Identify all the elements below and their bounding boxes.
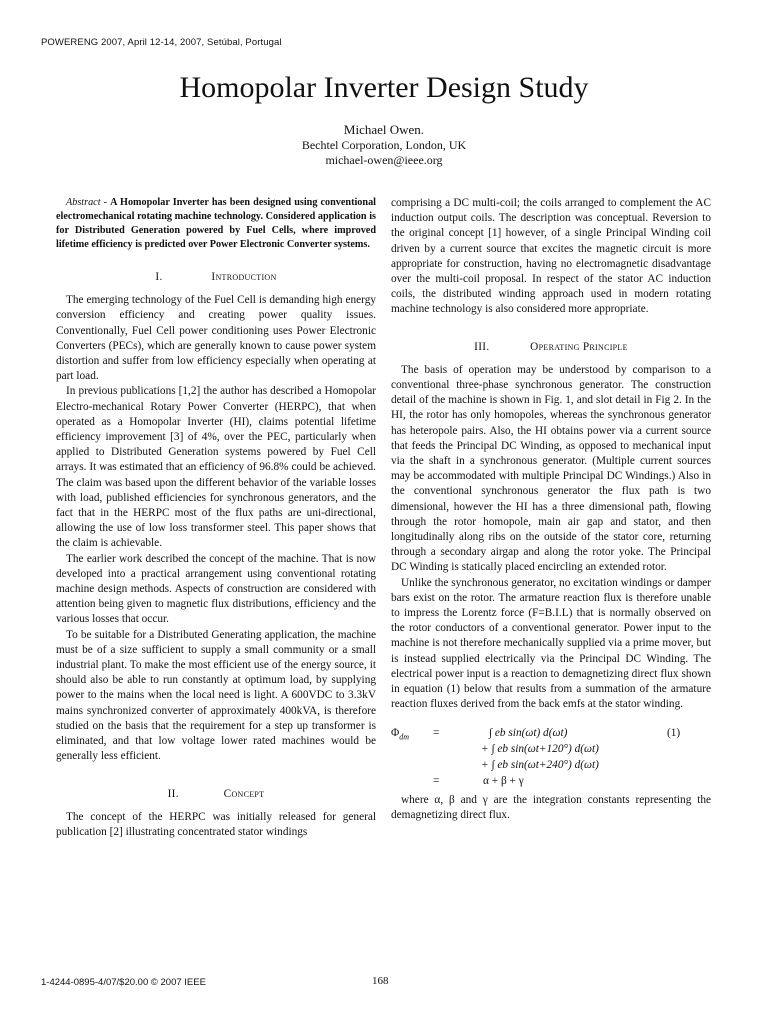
paragraph: Unlike the synchronous generator, no excitation windings or damper bars exist on the rotor. The armature reaction flux is therefore unable to impress the Lorentz force (F=B.I.L) that is normally observed on the rotor conductors of a conventional generator. Power input to the machine is not therefore mechanically supplied via a prime mover, but is instead supplied electrically via the Principal DC Winding. The electrical power input is a reaction to demagnetizing direct flux shown in equation (1) below that results from a summation of the armature reaction fluxes derived from the back emfs at the stator winding.: [391, 576, 711, 711]
section-title: Operating Principle: [530, 340, 628, 353]
equation-number: (1): [667, 726, 681, 739]
abstract: [56, 196, 376, 252]
conference-header: POWERENG 2007, April 12-14, 2007, Setúbal, Portugal: [41, 37, 282, 48]
abstract-dash: -: [100, 197, 111, 208]
section-number: II.: [167, 787, 179, 800]
abstract-label: Abstract: [66, 197, 101, 208]
equation-term: + ∫ eb sin(ωt+240°) d(ωt): [481, 758, 599, 771]
copyright-footer: 1-4244-0895-4/07/$20.00 © 2007 IEEE: [41, 977, 206, 988]
section-heading-concept: [56, 787, 376, 802]
section-heading-introduction: [56, 270, 376, 285]
equation-equals: =: [433, 726, 440, 739]
paragraph: where α, β and γ are the integration constants representing the demagnetizing direct flux.: [391, 793, 711, 821]
paragraph: The concept of the HERPC was initially released for general publication [2] illustrating concentrated stator windings: [56, 810, 376, 838]
section-number: III.: [474, 340, 490, 353]
paragraph: To be suitable for a Distributed Generating application, the machine must be of a size sufficient to supply a small community or a small industrial plant. To make the most efficient use of the energy source, it should also be able to run constantly at optimum load, by supplying power to the mains when the local need is light. A 600VDC to 3.3kV mains synchronized converter of approximately 400kVA, is therefore studied on the basis that the requirement for a step up transformer is eliminated, and that low voltage lower rated machines would be generally less efficient.: [56, 628, 376, 763]
equation-term: + ∫ eb sin(ωt+120°) d(ωt): [481, 742, 599, 755]
equation-equals: =: [433, 774, 440, 787]
left-column: [56, 196, 376, 840]
section-number: I.: [155, 271, 163, 283]
section-title: Introduction: [211, 271, 277, 283]
author-affiliation: Bechtel Corporation, London, UK: [301, 138, 467, 152]
paragraph: The basis of operation may be understood by comparison to a conventional three-phase synchronous generator. The construction detail of the machine is shown in Fig. 1, and slot detail in Fig 2. In the HI, the rotor has only homopoles, whereas the synchronous generator has heteropole pairs. Also, the HI obtains power via a current source that feeds the Principal DC Winding, as opposed to mechanical input via the shaft in a synchronous generator. (Multiple current sources may be accommodated with multiple Principal DC Windings.) Also in the conventional synchronous generator the flux path is two dimensional, however the HI has a three dimensional path, flowing through the rotor homopole, main air gap and stator, and then longitudinally along ribs on the outside of the stator core, returning through a secondary airgap and along the rotor yoke. The Principal DC Winding is statically placed encircling an extended rotor.: [391, 363, 711, 574]
author-name: Michael Owen.: [343, 122, 425, 137]
equation-term: α + β + γ: [483, 774, 524, 787]
author-email: michael-owen@ieee.org: [325, 153, 443, 167]
paragraph: The emerging technology of the Fuel Cell is demanding high energy conversion efficiency and creating power quality issues. Conventionally, Fuel Cell power conditioning uses Power Electronic Converters (PECs), which are generally known to cause power system distortion and suffer from low efficiency especially when operating at part load.: [56, 294, 376, 383]
section-title: Concept: [223, 787, 265, 800]
equation-line: [391, 741, 711, 757]
section-heading-operating-principle: [391, 340, 711, 355]
paragraph: In previous publications [1,2] the author has described a Homopolar Electro-mechanical Rotary Power Converter (HERPC), that when operated as a Homopolar Inverter (HI), claims potential lifetime efficiency improvement [3] of 4%, over the PEC, particularly when applied to Distributed Generation systems powered by Fuel Cell arrays. It was estimated that an efficiency of 96.8% could be achieved. The claim was based upon the different behavior of the variable losses with load, published efficiencies for synchronous generators, and the fact that in the HERPC most of the flux paths are uni-directional, allowing the use of low loss transformer steel. This paper shows that the claim is achievable.: [56, 385, 376, 550]
equation-lhs: $\Phi_{dm}$: [391, 726, 410, 741]
paper-title: Homopolar Inverter Design Study: [179, 71, 589, 104]
equation-line: [391, 773, 711, 789]
abstract-text: A Homopolar Inverter has been designed using conventional electromechanical rotating machine technology. Considered application is for Distributed Generation powered by Fuel Cells, where improved lifetime efficiency is predicted over Power Electronic Converter systems.: [56, 197, 376, 250]
paragraph: The earlier work described the concept of the machine. That is now developed into a practical arrangement using conventional rotating machine design methods. Aspects of construction are considered with attention being given to magnetic flux distributions, efficiency and the various losses that occur.: [56, 552, 376, 626]
equation-line: [391, 725, 711, 741]
right-column: [391, 196, 711, 823]
equation-term: ∫ eb sin(ωt) d(ωt): [489, 726, 568, 739]
equation-line: [391, 757, 711, 773]
paragraph: comprising a DC multi-coil; the coils arranged to complement the AC induction output coils. The description was conceptual. Reversion to the original concept [1] however, of a single Principal Winding coil driven by a current source that excites the magnetic circuit is more appropriate for construction, having no electromagnetic disadvantage over the multi-coil proposal. In respect of the stator AC induction coils, the distributed winding approach used in modern rotating machine technology is also considered more appropriate.: [391, 197, 711, 316]
author-block: [0, 121, 768, 168]
page-number: 168: [372, 975, 389, 987]
